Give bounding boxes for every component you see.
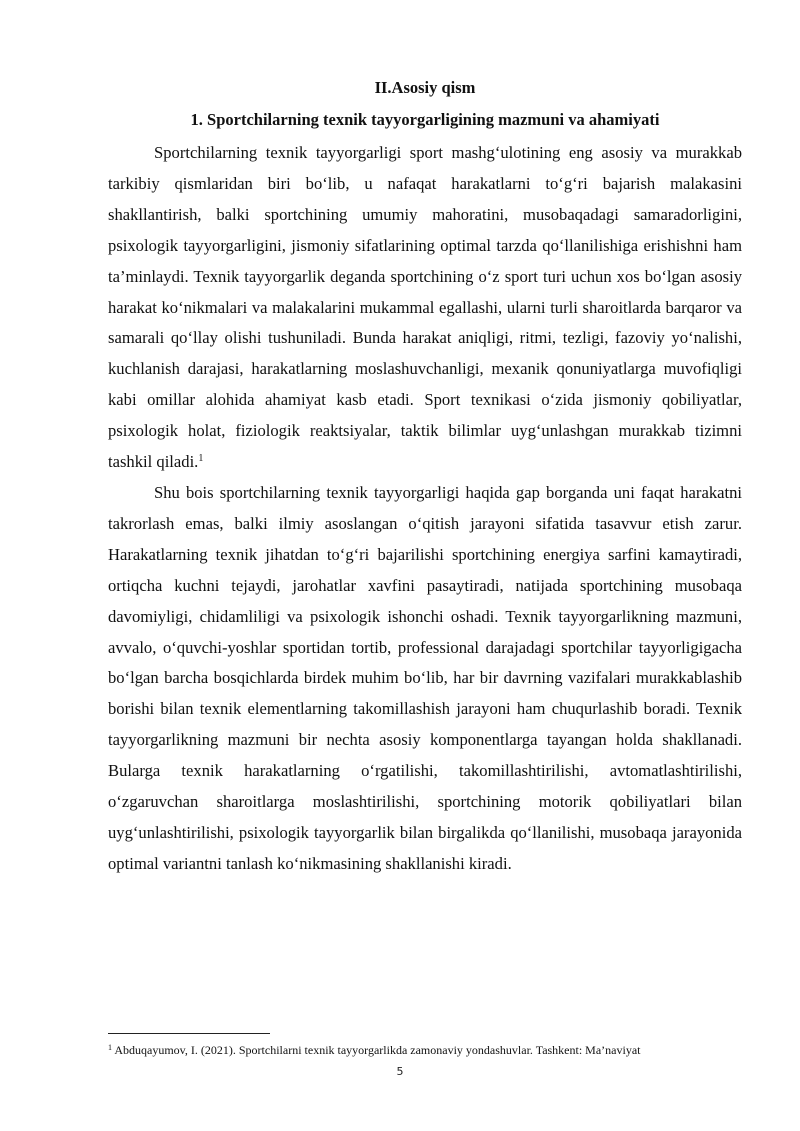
- paragraph-2: Shu bois sportchilarning texnik tayyorgarligi haqida gap borganda uni faqat harakatni takrorlash emas, balki ilmiy asoslangan o‘qitish jarayoni sifatida tasavvur etish zarur. Harakatlarning texnik jihatdan to‘g‘ri bajarilishi sportchining energiya sarfini kamaytiradi, ortiqcha kuchni tejaydi, jarohatlar xavfini pasaytiradi, natijada sportchining musobaqa davomiyligi, chidamliligi va psixologik ishonchi oshadi. Texnik tayyorgarlikning mazmuni, avvalo, o‘quvchi-yoshlar sportidan tortib, professional darajadagi sportchilar tayyorligigacha bo‘lgan barcha bosqichlarda birdek muhim bo‘lib, har bir davrning vazifalari murakkablashib borishi bilan texnik elementlarning takomillashish jarayoni ham chuqurlashib boradi. Texnik tayyorgarlikning mazmuni bir nechta asosiy komponentlarga tayangan holda shakllanadi. Bularga texnik harakatlarning o‘rgatilishi, takomillashtirilishi, avtomatlashtirilishi, o‘zgaruvchan sharoitlarga moslashtirilishi, sportchining motorik qobiliyatlari bilan uyg‘unlashtirilishi, psixologik tayyorgarlik bilan birgalikda qo‘llanilishi, musobaqa jarayonida optimal variantni tanlash ko‘nikmasining shakllanishi kiradi.: [108, 482, 742, 873]
- section-title: II.Asosiy qism: [374, 78, 476, 97]
- page-number: 5: [396, 1065, 404, 1078]
- footnote: [108, 1042, 748, 1058]
- footnote-number: 1: [108, 1043, 112, 1052]
- body-text: [108, 138, 742, 880]
- paragraph-1: [108, 138, 742, 478]
- footnote-reference[interactable]: 1: [198, 453, 204, 465]
- footnote-divider: [108, 1033, 270, 1034]
- subsection-title: 1. Sportchilarning texnik tayyorgarligining mazmuni va ahamiyati: [190, 110, 660, 129]
- paragraph-1-text: Sportchilarning texnik tayyorgarligi sport mashg‘ulotining eng asosiy va murakkab tarkibiy qismlaridan biri bo‘lib, u nafaqat harakatlarni to‘g‘ri bajarish malakasini shakllantirish, balki sportchining umumiy mahoratini, musobaqadagi samaradorligini, psixologik tayyorgarligini, jismoniy sifatlarining optimal tarzda qo‘llanilishiga erishishni ham ta’minlaydi. Texnik tayyorgarlik deganda sportchining o‘z sport turi uchun xos bo‘lgan asosiy harakat ko‘nikmalari va malakalarini mukammal egallashi, ularni turli sharoitlarda barqaror va samarali qo‘llay olishi tushuniladi. Bunda harakat aniqligi, ritmi, tezligi, fazoviy yo‘nalishi, kuchlanish darajasi, harakatlarning moslashuvchanligi, mexanik qonuniyatlarga muvofiqligi kabi omillar alohida ahamiyat kasb etadi. Sport texnikasi o‘zida jismoniy qobiliyatlar, psixologik holat, fiziologik reaktsiyalar, taktik bilimlar uyg‘unlashgan murakkab tizimni tashkil qiladi.: [108, 143, 742, 472]
- footnote-text: Abduqayumov, I. (2021). Sportchilarni texnik tayyorgarlikda zamonaviy yondashuvlar. Tashkent: Ma’naviyat: [112, 1043, 641, 1057]
